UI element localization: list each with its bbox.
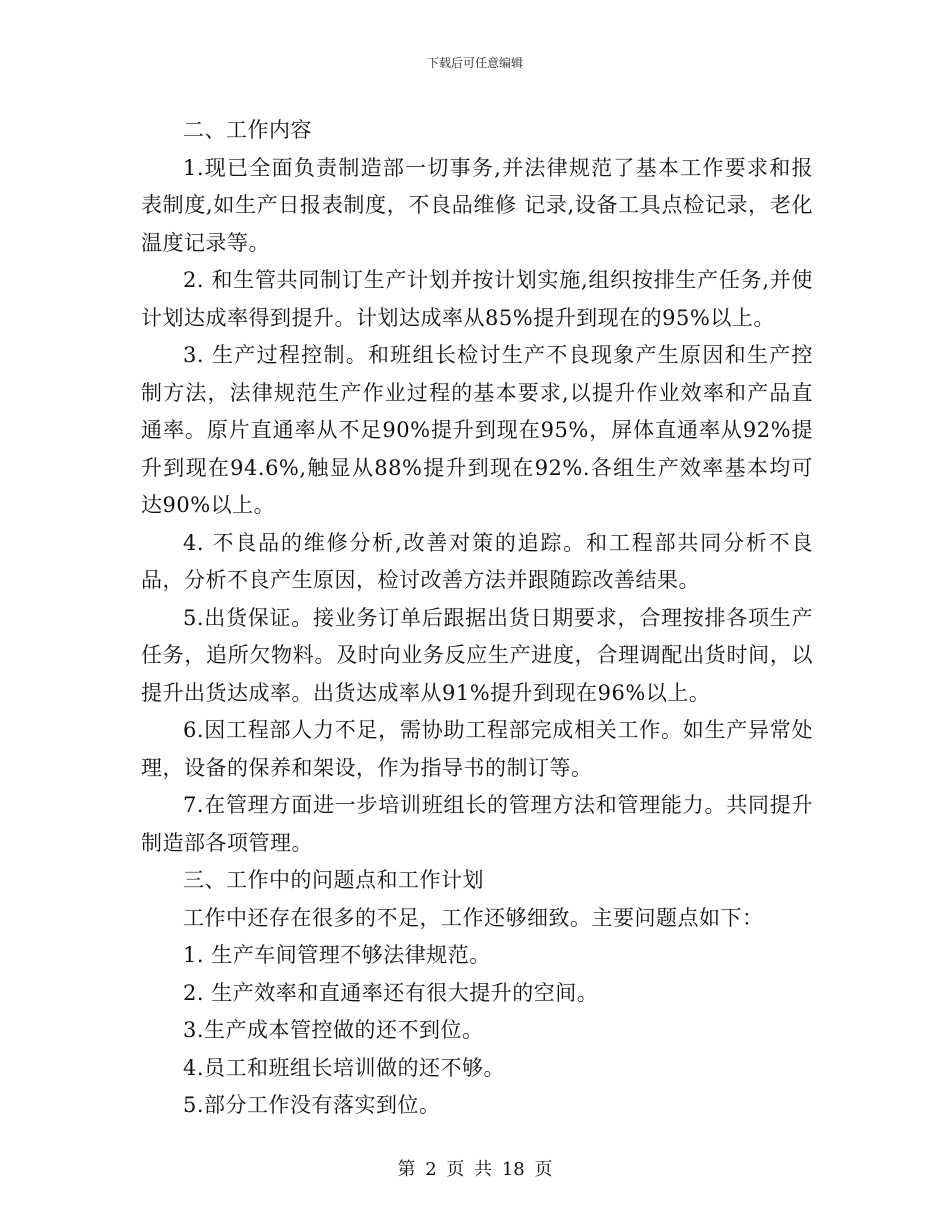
paragraph-item-3: 3. 生产过程控制。和班组长检讨生产不良现象产生原因和生产控制方法，法律规范生产作业过程的基本要求,以提升作业效率和产品直通率。原片直通率从不足90%提升到现在95%，屏体直通率从92%提升到现在94.6%,触显从88%提升到现在92%.各组生产效率基本均可达90%以上。 <box>141 343 813 517</box>
problem-item-2: 2. 生产效率和直通率还有很大提升的空间。 <box>183 980 599 1005</box>
section-heading-work-content: 二、工作内容 <box>183 118 312 142</box>
problem-item-4: 4.员工和班组长培训做的还不够。 <box>183 1055 506 1080</box>
paragraph-item-6: 6.因工程部人力不足，需协助工程部完成相关工作。如生产异常处理，设备的保养和架设，作为指导书的制订等。 <box>141 718 813 780</box>
paragraph-item-1: 1.现已全面负责制造部一切事务,并法律规范了基本工作要求和报表制度,如生产日报表制度，不良品维修 记录,设备工具点检记录，老化温度记录等。 <box>141 155 813 255</box>
paragraph-item-4: 4. 不良品的维修分析,改善对策的追踪。和工程部共同分析不良品，分析不良产生原因，检讨改善方法并跟随踪改善结果。 <box>141 530 813 592</box>
problem-item-3: 3.生产成本管控做的还不到位。 <box>183 1018 484 1042</box>
section-heading-problems-plan: 三、工作中的问题点和工作计划 <box>183 868 484 892</box>
paragraph-problems-intro: 工作中还存在很多的不足，工作还够细致。主要问题点如下： <box>183 905 764 930</box>
paragraph-item-2: 2. 和生管共同制订生产计划并按计划实施,组织按排生产任务,并使计划达成率得到提升。计划达成率从85%提升到现在的95%以上。 <box>141 268 813 330</box>
problem-item-5: 5.部分工作没有落实到位。 <box>183 1093 441 1117</box>
paragraph-item-7: 7.在管理方面进一步培训班组长的管理方法和管理能力。共同提升制造部各项管理。 <box>141 793 813 855</box>
paragraph-item-5: 5.出货保证。接业务订单后跟据出货日期要求，合理按排各项生产任务，追所欠物料。及时向业务反应生产进度，合理调配出货时间，以提升出货达成率。出货达成率从91%提升到现在96%以上。 <box>141 605 813 705</box>
document-body <box>141 112 813 1125</box>
page-number-footer: 第 2 页 共 18 页 <box>397 1159 553 1180</box>
problem-item-1: 1. 生产车间管理不够法律规范。 <box>183 943 491 967</box>
header-note: 下载后可任意编辑 <box>426 56 523 70</box>
